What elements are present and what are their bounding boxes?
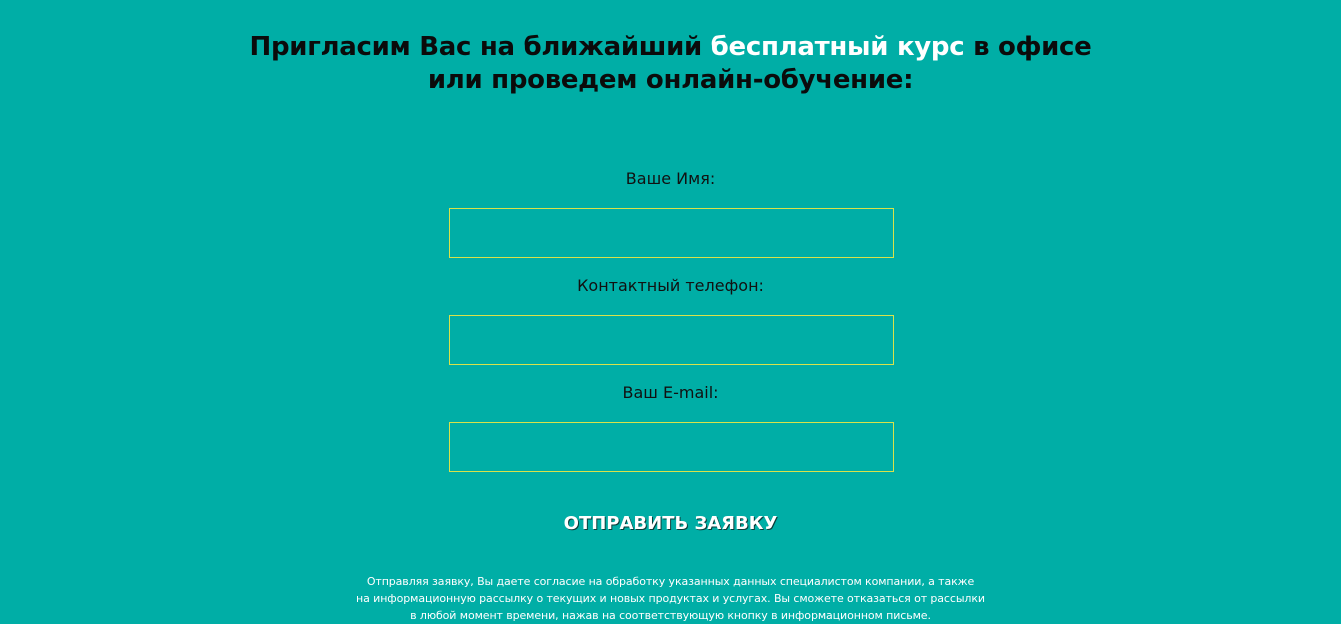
title-text-end: в офисе xyxy=(964,32,1092,62)
title-highlight: бесплатный курс xyxy=(710,32,965,62)
phone-label: Контактный телефон: xyxy=(577,276,764,295)
consent-line-1: Отправляя заявку, Вы даете согласие на обработку указанных данных специалистом компании, а также xyxy=(366,575,975,588)
page-title xyxy=(0,31,1341,97)
email-label: Ваш E-mail: xyxy=(622,383,719,402)
title-line-2: или проведем онлайн-обучение: xyxy=(427,65,914,95)
phone-input[interactable] xyxy=(449,315,894,365)
consent-line-2: на информационную рассылку о текущих и новых продуктах и услугах. Вы сможете отказаться от рассылки xyxy=(356,592,985,605)
name-label: Ваше Имя: xyxy=(625,169,716,188)
consent-line-3: в любой момент времени, нажав на соответствующую кнопку в информационном письме. xyxy=(410,609,931,622)
name-input[interactable] xyxy=(449,208,894,258)
email-input[interactable] xyxy=(449,422,894,472)
submit-button[interactable]: ОТПРАВИТЬ ЗАЯВКУ xyxy=(520,508,821,538)
title-line-1 xyxy=(0,31,1341,64)
title-text-start: Пригласим Вас на ближайший xyxy=(249,32,711,62)
consent-text xyxy=(340,573,1001,624)
